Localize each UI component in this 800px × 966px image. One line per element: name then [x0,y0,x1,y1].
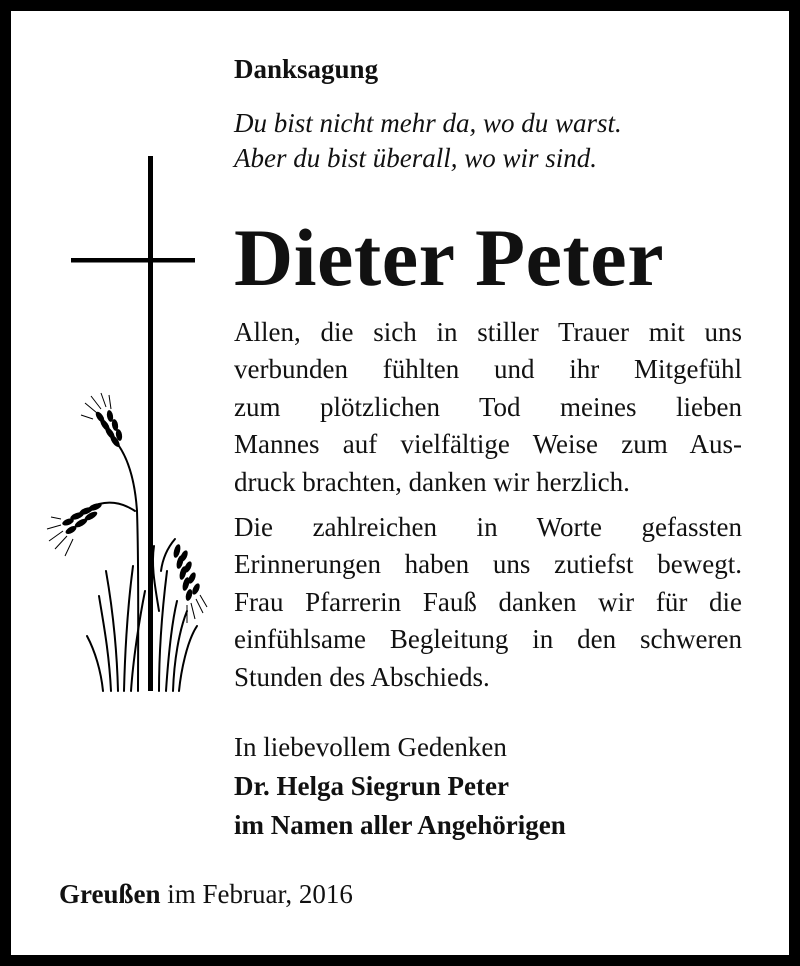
paragraph-line: zum plötzlichen Tod meines lieben [234,391,742,422]
quote-line: Du bist nicht mehr da, wo du warst. [234,108,622,138]
paragraph-line: Mannes auf vielfältige Weise zum Aus- [234,429,742,460]
paragraph-line: Frau Pfarrerin Fauß danken wir für die [234,586,742,617]
cross-with-wheat-icon [11,11,241,711]
deceased-name: Dieter Peter [234,212,665,303]
date-text: im Februar, 2016 [167,879,353,909]
paragraph-line: Stunden des Abschieds. [234,661,490,692]
paragraph-line: verbunden fühlten und ihr Mitgefühl [234,354,742,385]
closing-phrase: In liebevollem Gedenken [234,732,507,762]
signer-relation: im Namen aller Angehörigen [234,810,566,840]
quote-line: Aber du bist überall, wo wir sind. [234,143,598,173]
signer-name: Dr. Helga Siegrun Peter [234,771,509,801]
memories-paragraph [234,509,742,696]
signer-block [234,767,566,845]
thanks-paragraph [234,314,742,501]
paragraph-line: Erinnerungen haben uns zutiefst bewegt. [234,549,742,580]
place-date-line [59,875,353,913]
paragraph-line: druck brachten, danken wir herzlich. [234,466,630,497]
paragraph-line: Die zahlreichen in Worte gefassten [234,512,742,542]
place-name: Greußen [59,879,161,909]
paragraph-line: einfühlsame Begleitung in den schweren [234,624,742,655]
notice-heading: Danksagung [234,54,379,84]
memorial-quote [234,106,622,176]
paragraph-line: Allen, die sich in stiller Trauer mit uns [234,317,742,347]
